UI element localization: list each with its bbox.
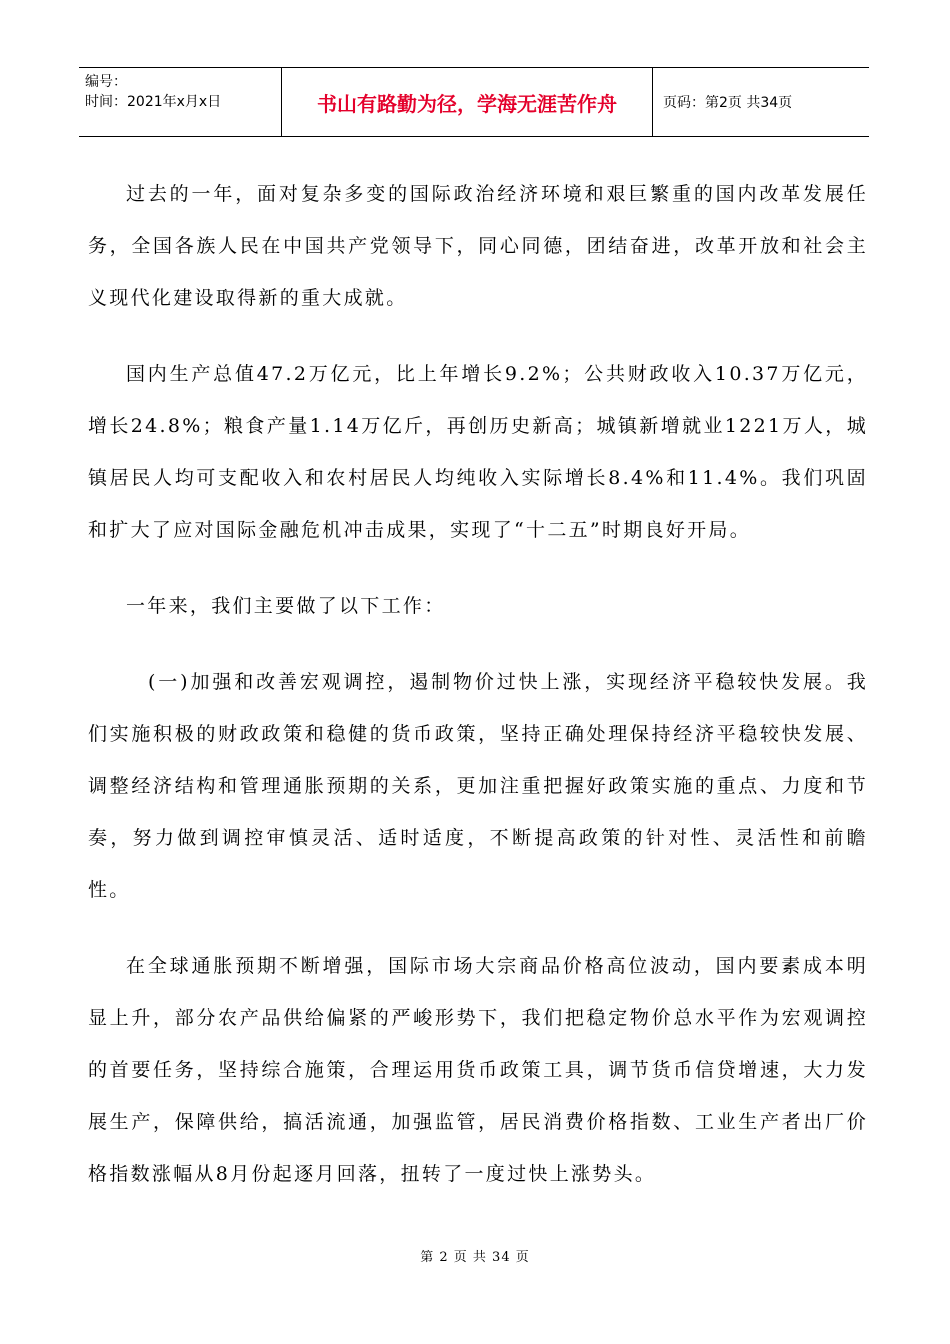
document-number-label: 编号： <box>85 74 127 90</box>
paragraph-intro: 过去的一年，面对复杂多变的国际政治经济环境和艰巨繁重的国内改革发展任务，全国各族人民在中国共产党领导下，同心同德，团结奋进，改革开放和社会主义现代化建设取得新的重大成就。 <box>88 183 868 309</box>
header-motto: 书山有路勤为径，学海无涯苦作舟 <box>281 68 653 136</box>
document-body <box>88 168 868 1224</box>
paragraph-inflation: 在全球通胀预期不断增强，国际市场大宗商品价格高位波动，国内要素成本明显上升，部分农产品供给偏紧的严峻形势下，我们把稳定物价总水平作为宏观调控的首要任务，坚持综合施策，合理运用货币政策工具，调节货币信贷增速，大力发展生产，保障供给，搞活流通，加强监管，居民消费价格指数、工业生产者出厂价格指数涨幅从8月份起逐月回落，扭转了一度过快上涨势头。 <box>88 955 868 1185</box>
header-page-info: 页码：第2页 共34页 <box>663 95 793 111</box>
header-meta <box>79 68 281 136</box>
page-footer: 第 2 页 共 34 页 <box>420 1250 530 1265</box>
document-date: 时间：2021年x月x日 <box>85 94 222 110</box>
paragraph-statistics: 国内生产总值47.2万亿元，比上年增长9.2%；公共财政收入10.37万亿元，增长24.8%；粮食产量1.14万亿斤，再创历史新高；城镇新增就业1221万人，城镇居民人均可支配收入和农村居民人均纯收入实际增长8.4%和11.4%。我们巩固和扩大了应对国际金融危机冲击成果，实现了“十二五”时期良好开局。 <box>88 363 868 541</box>
paragraph-section-one: (一)加强和改善宏观调控，遏制物价过快上涨，实现经济平稳较快发展。我们实施积极的财政政策和稳健的货币政策，坚持正确处理保持经济平稳较快发展、调整经济结构和管理通胀预期的关系，更加注重把握好政策实施的重点、力度和节奏，努力做到调控审慎灵活、适时适度，不断提高政策的针对性、灵活性和前瞻性。 <box>88 671 868 901</box>
page-header <box>79 67 869 137</box>
paragraph-work-summary: 一年来，我们主要做了以下工作： <box>126 595 446 617</box>
